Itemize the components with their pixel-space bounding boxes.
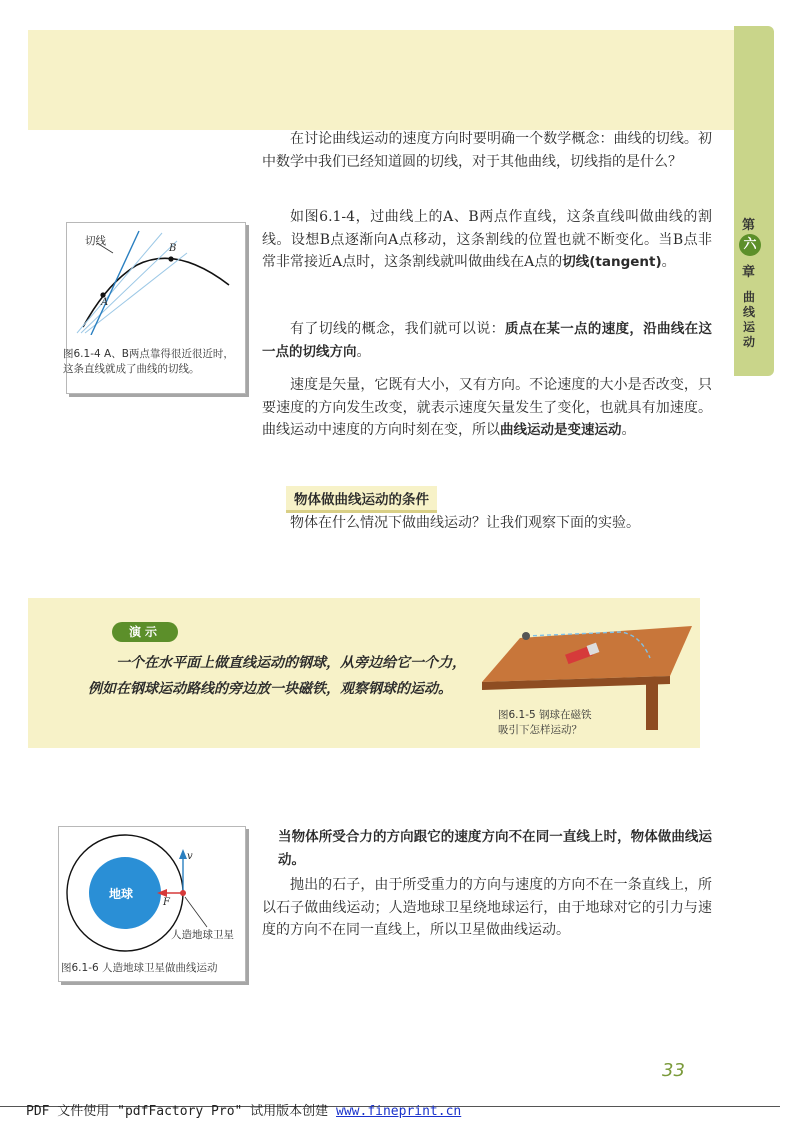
label-satellite: 人造地球卫星: [171, 929, 234, 941]
figure-caption: 图6.1-6 人造地球卫星做曲线运动: [61, 962, 218, 974]
paragraph-secant-definition: [262, 206, 712, 274]
paragraph-curvature-condition: 当物体所受合力的方向跟它的速度方向不在同一直线上时，物体做曲线运动。: [278, 829, 712, 868]
label-b: B: [169, 243, 177, 254]
table-leg: [646, 684, 658, 730]
tangent-term: 切线(tangent): [562, 254, 662, 270]
variable-speed-rule: 曲线运动是变速运动: [500, 422, 622, 438]
paragraph-velocity-text: 有了切线的概念，我们就可以说：: [290, 321, 505, 337]
paragraph-examples: 抛出的石子，由于所受重力的方向与速度的方向不在一条直线上，所以石子做曲线运动；人造地球卫星绕地球运行，由于地球对它的引力与速度的方向不在同一直线上，所以卫星做曲线运动。: [262, 877, 712, 938]
label-earth: 地球: [109, 887, 134, 901]
demo-badge: 演示: [112, 622, 178, 642]
label-f: F: [163, 897, 170, 908]
chapter-suffix: 章: [742, 265, 756, 280]
figure-caption-line1: 图6.1-5 钢球在磁铁: [498, 709, 592, 721]
footer-text: PDF 文件使用 "pdfFactory Pro" 试用版本创建: [26, 1104, 337, 1119]
velocity-direction-rule: 质点在某一点的速度，沿曲线在这一点的切线方向: [262, 321, 713, 360]
paragraph-end-mark: 。: [356, 343, 371, 360]
figure-caption: 图6.1-4 A、B两点靠得很近很近时，这条直线就成了曲线的切线。: [63, 348, 234, 375]
demo-text: 一个在水平面上做直线运动的钢球，从旁边给它一个力，例如在钢球运动路线的旁边放一块磁铁，观察钢球的运动。: [88, 655, 466, 697]
satellite-dot: [180, 890, 186, 896]
point-b: [168, 256, 173, 261]
page-number: 33: [662, 1060, 685, 1081]
paragraph-vector-text: 速度是矢量，它既有大小，又有方向。不论速度的大小是否改变，只要速度的方向发生改变，就表示速度矢量发生了变化，也就具有加速度。曲线运动中速度的方向时刻在变，所以: [262, 377, 712, 438]
paragraph-vector-velocity: [262, 374, 712, 442]
figure-caption-line2: 吸引下怎样运动？: [498, 724, 582, 736]
paragraph-end-mark: 。: [621, 422, 636, 438]
label-tangent: 切线: [85, 235, 106, 247]
secant-line-2: [81, 241, 177, 333]
steel-ball: [522, 632, 530, 640]
chapter-prefix: 第: [742, 218, 756, 233]
label-v: v: [187, 851, 193, 862]
chapter-number-badge: 六: [739, 234, 761, 256]
fineprint-link[interactable]: www.fineprint.cn: [336, 1104, 462, 1119]
paragraph-secant-text: 如图6.1-4，过曲线上的A、B两点作直线，这条直线叫做曲线的割线。设想B点逐渐向A点移动，这条割线的位置也就不断变化。当B点非常非常接近A点时，这条割线就叫做曲线在A点的: [262, 209, 712, 270]
top-decorative-band: [28, 30, 748, 130]
paragraph-experiment-intro: 物体在什么情况下做曲线运动？让我们观察下面的实验。: [290, 515, 640, 531]
paragraph-end-mark: 。: [661, 254, 676, 270]
label-a: A: [101, 297, 109, 308]
satellite-leader: [185, 897, 207, 927]
figure-tangent: [63, 222, 246, 394]
section-heading: 物体做曲线运动的条件: [286, 486, 437, 513]
figure-satellite: [58, 826, 246, 982]
chapter-title: 曲线运动: [743, 290, 756, 349]
footer-watermark: [26, 1100, 461, 1119]
velocity-arrowhead: [179, 849, 187, 859]
paragraph-velocity-direction: [262, 318, 712, 363]
curve-line: [83, 258, 229, 327]
paragraph-tangent-intro: 在讨论曲线运动的速度方向时要明确一个数学概念：曲线的切线。初中数学中我们已经知道圆的切线，对于其他曲线，切线指的是什么？: [262, 131, 712, 170]
